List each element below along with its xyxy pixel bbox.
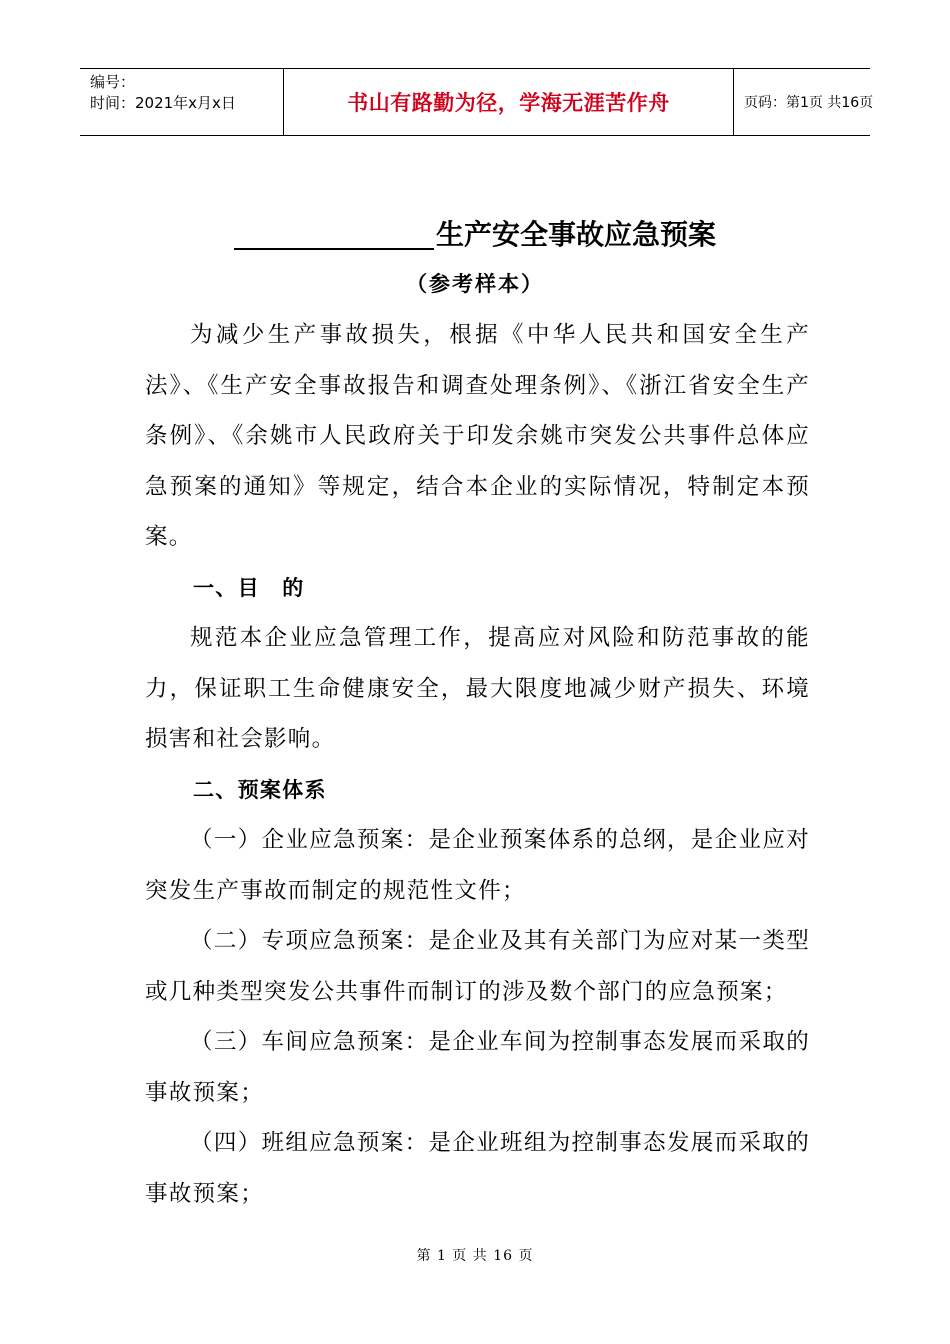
list-item: （三）车间应急预案：是企业车间为控制事态发展而采取的事故预案； bbox=[145, 1029, 810, 1106]
page-header-table bbox=[80, 68, 874, 136]
header-page-info: 页码：第1页 共16页 bbox=[744, 95, 874, 111]
header-meta-cell bbox=[80, 69, 283, 135]
list-item: （四）班组应急预案：是企业班组为控制事态发展而采取的事故预案； bbox=[145, 1130, 810, 1207]
title-blank-line bbox=[234, 216, 434, 250]
list-item: （一）企业应急预案：是企业预案体系的总纲，是企业应对突发生产事故而制定的规范性文件； bbox=[145, 827, 810, 904]
list-item: （二）专项应急预案：是企业及其有关部门为应对某一类型或几种类型突发公共事件而制订的涉及数个部门的应急预案； bbox=[145, 928, 810, 1005]
purpose-paragraph: 规范本企业应急管理工作，提高应对风险和防范事故的能力，保证职工生命健康安全，最大限度地减少财产损失、环境损害和社会影响。 bbox=[145, 625, 810, 752]
section-heading-plan-system: 二、预案体系 bbox=[193, 777, 327, 802]
document-body bbox=[145, 310, 810, 1219]
header-motto: 书山有路勤为径，学海无涯苦作舟 bbox=[283, 69, 734, 135]
document-title-text: 生产安全事故应急预案 bbox=[435, 218, 716, 251]
page-footer: 第 1 页 共 16 页 bbox=[416, 1248, 534, 1264]
document-subtitle: （参考样本） bbox=[406, 272, 544, 296]
document-title bbox=[0, 215, 950, 255]
intro-paragraph: 为减少生产事故损失，根据《中华人民共和国安全生产法》、《生产安全事故报告和调查处理条例》、《浙江省安全生产条例》、《余姚市人民政府关于印发余姚市突发公共事件总体应急预案的通知》等规定，结合本企业的实际情况，特制定本预案。 bbox=[145, 322, 810, 550]
document-number-label: 编号： bbox=[90, 73, 136, 91]
section-heading-purpose: 一、目 的 bbox=[193, 575, 305, 600]
document-date-label: 时间：2021年x月x日 bbox=[90, 94, 236, 112]
